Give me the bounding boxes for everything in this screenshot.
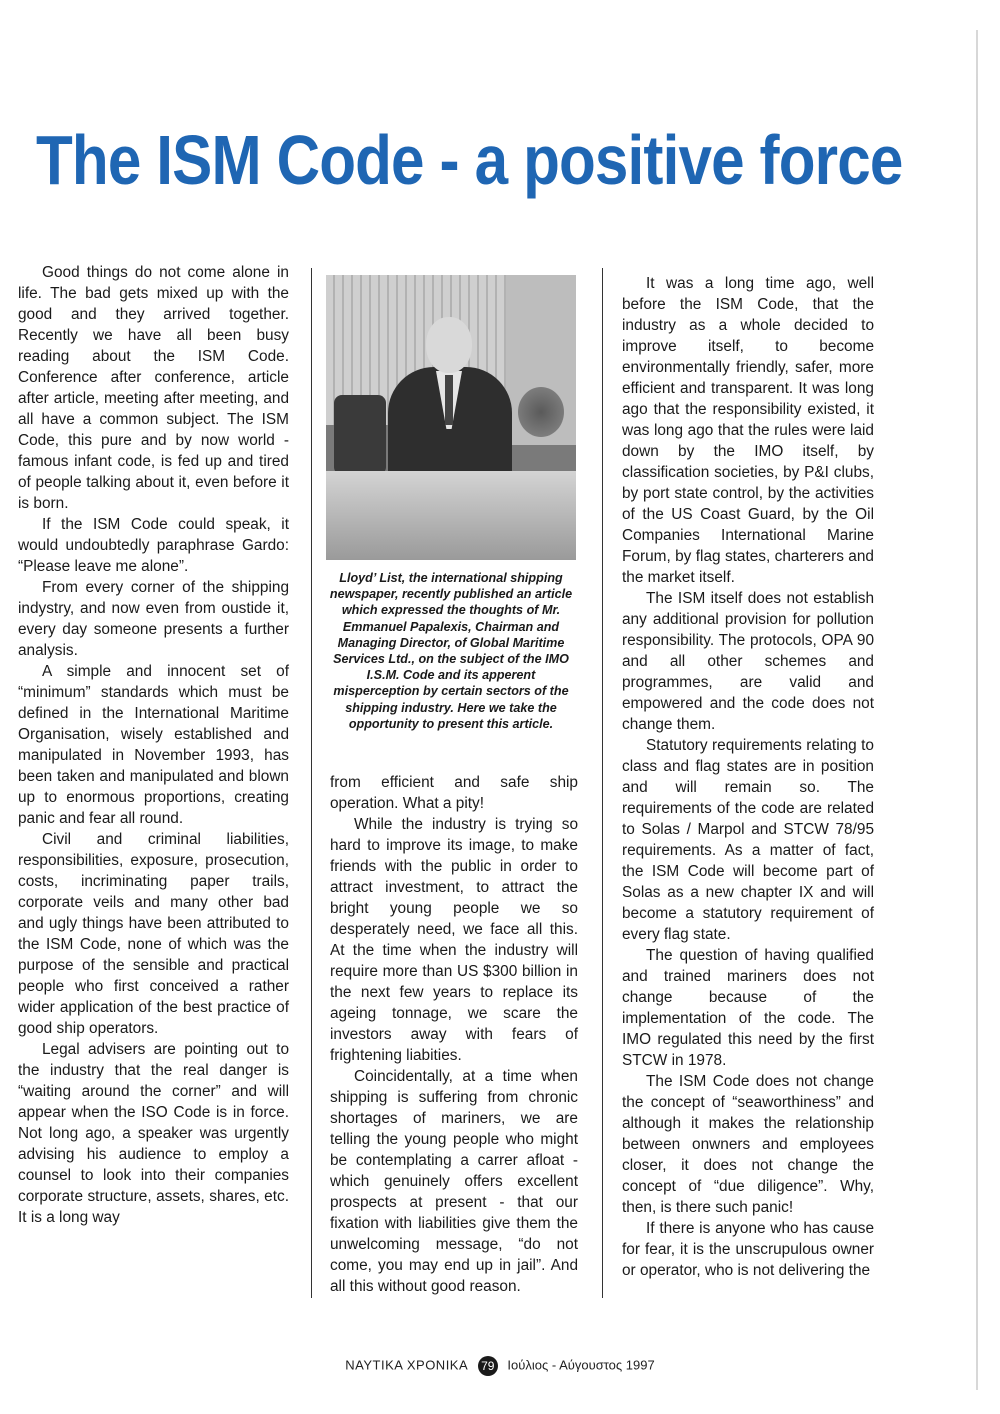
chair [334,395,386,475]
paragraph: from efficient and safe ship operation. What a pity! [330,774,578,812]
article-title: The ISM Code - a positive force [36,121,903,199]
man-head [426,317,472,373]
page-number: 79 [478,1356,498,1376]
paragraph: If the ISM Code could speak, it would undoubtedly paraphrase Gardo: “Please leave me alone”. [18,516,289,575]
column-divider [311,268,312,1298]
flowers [518,387,564,437]
paragraph: While the industry is trying so hard to improve its image, to make friends with the public in order to attract investment, to attract the bright young people we so desperately need, we face all this. At the time when the industry will require more than US $300 billion in the next few years to replace its ageing tonnage, we scare the investors away with fears of frightening liabities. [330,816,578,1064]
paragraph: Good things do not come alone in life. The bad gets mixed up with the good and they arrived together. Recently we have all been busy reading about the ISM Code. Conference after conference, article after article, meeting after meeting, and all have a common subject. The ISM Code, this pure and by now world - famous infant code, is fed up and tired of people talking about it, even before it is born. [18,264,289,512]
page-edge [976,30,978,1390]
tie [445,375,453,425]
desk [326,471,576,560]
portrait-photo [326,275,576,560]
page-footer [0,1356,1000,1376]
column-1 [18,262,289,1228]
paragraph: The question of having qualified and trained mariners does not change because of the implementation of the code. The IMO regulated this need by the first STCW in 1978. [622,947,874,1069]
magazine-name: ΝΑΥΤΙΚΑ ΧΡΟΝΙΚΑ [345,1357,469,1373]
paragraph: Legal advisers are pointing out to the industry that the real danger is “waiting around the corner” and will appear when the ISO Code is in force. Not long ago, a speaker was urgently advising his audience to employ a counsel to look into their companies corporate structure, assets, shares, etc. It is a long way [18,1041,289,1226]
paragraph: Civil and criminal liabilities, responsibilities, exposure, prosecution, costs, incriminating paper trails, corporate veils and many other bad and ugly things have been attributed to the ISM Code, none of which was the purpose of the sensible and practical people who first conceived a rather wider application of the best practice of good ship operators. [18,831,289,1037]
paragraph: The ISM itself does not establish any additional provision for pollution responsibility. The protocols, OPA 90 and all other schemes and programmes, are valid and empowered and the code does not change them. [622,590,874,733]
paragraph: If there is anyone who has cause for fear, it is the unscrupulous owner or operator, who is not delivering the [622,1220,874,1279]
issue-date: Ιούλιος - Αύγουστος 1997 [507,1357,655,1373]
paragraph: Coincidentally, at a time when shipping is suffering from chronic shortages of mariners, we are telling the young people who might be contemplating a carrer afloat - which genuinely offers excellent prospects at present - that our fixation with liabilities give them the unwelcoming message, “do not come, you may end up in jail”. And all this without good reason. [330,1068,578,1295]
column-2 [330,772,578,1297]
photo-caption: Lloyd’ List, the international shipping newspaper, recently published an article which expressed the thoughts of Mr. Emmanuel Papalexis, Chairman and Managing Director, of Global Maritime Services Ltd., on the subject of the IMO I.S.M. Code and its apperent misperception by certain sectors of the shipping industry. Here we take the opportunity to present this article. [329,571,573,731]
paragraph: From every corner of the shipping indystry, and now even from oustide it, every day someone presents a further analysis. [18,579,289,659]
paragraph: It was a long time ago, well before the ISM Code, that the industry as a whole decided to improve itself, to become environmentally friendly, safer, more efficient and transparent. It was long ago that the responsibility existed, it was long ago that the rules were laid down by the IMO itself, by classification societies, by P&I clubs, by port state control, by the activities of the US Coast Guard, by the Oil Companies International Marine Forum, by flag states, charterers and the market itself. [622,275,874,586]
paragraph: The ISM Code does not change the concept of “seaworthiness” and although it makes the relationship between onwners and employees closer, it does not change the concept of “due diligence”. Why, then, is there such panic! [622,1073,874,1216]
paragraph: A simple and innocent set of “minimum” standards which must be defined in the International Maritime Organisation, wisely established and manipulated in November 1993, has been taken and manipulated and blown up to enormous proportions, creating panic and fear all round. [18,663,289,827]
paragraph: Statutory requirements relating to class and flag states are in position and will remain so. The requirements of the code are related to Solas / Marpol and STCW 78/95 requirements. As a matter of fact, the ISM Code will become part of Solas as a new chapter IX and will become a statutory requirement of every flag state. [622,737,874,943]
column-divider [602,268,603,1298]
column-3 [622,273,874,1281]
